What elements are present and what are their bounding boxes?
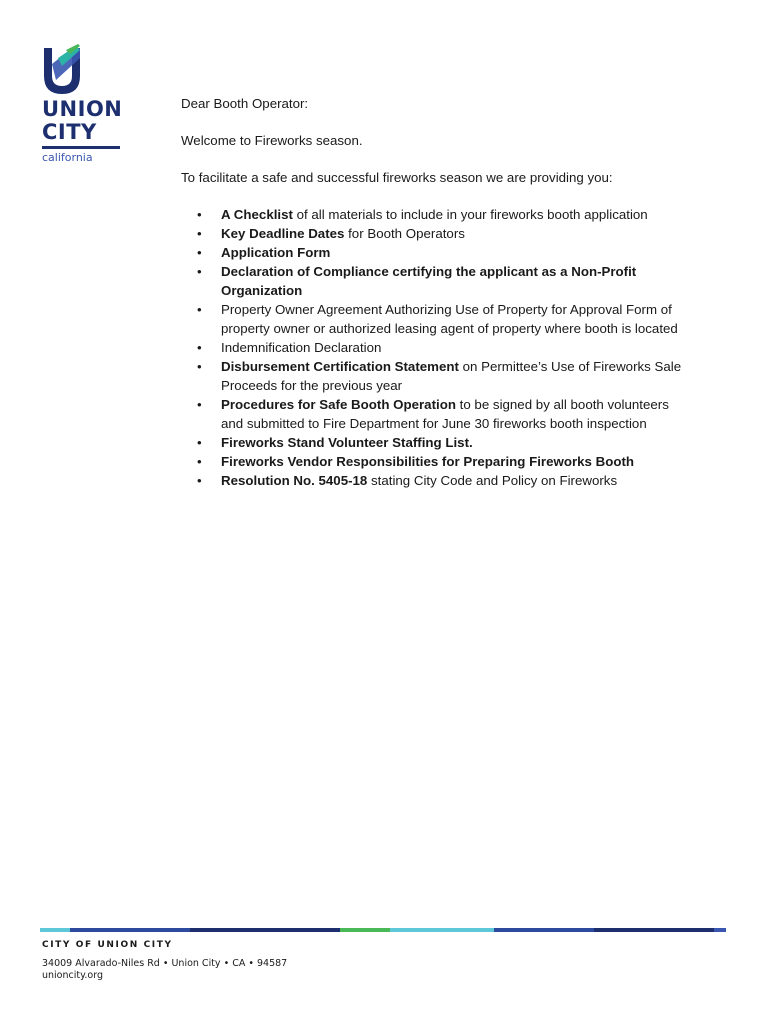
footer-bar-segment [70,928,190,932]
footer-address-block [42,958,287,982]
union-city-u-emblem-icon [42,44,82,96]
intro-line: To facilitate a safe and successful fireworks season we are providing you: [181,170,613,185]
list-item [181,338,691,357]
bullet-icon: • [197,397,202,412]
list-item-bold: Fireworks Stand Volunteer Staffing List. [221,435,473,450]
list-item-text: stating City Code and Policy on Fireworks [367,473,618,488]
list-item-text: to be signed by all booth volunteers and submitted to Fire Department for June 30 fireworks booth inspection [221,397,669,431]
bullet-icon: • [197,359,202,374]
footer-address: 34009 Alvarado-Niles Rd • Union City • CA • 94587 [42,958,288,969]
list-item-bold: Fireworks Vendor Responsibilities for Preparing Fireworks Booth [221,454,635,469]
list-item [181,357,691,395]
list-item-text: for Booth Operators [344,226,465,241]
footer-title: CITY OF UNION CITY [42,940,173,950]
list-item-bold: Resolution No. 5405-18 [221,473,368,488]
footer-bar-segment [40,928,70,932]
list-item-text: on Permittee’s Use of Fireworks Sale Proceeds for the previous year [221,359,682,393]
bullet-icon: • [197,207,202,222]
bullet-icon: • [197,245,202,260]
footer-website: unioncity.org [42,970,103,981]
list-item [181,262,691,300]
footer-bar-segment [714,928,726,932]
footer-bar-segment [390,928,494,932]
salutation: Dear Booth Operator: [181,96,309,111]
bullet-icon: • [197,302,202,317]
list-item-bold: Key Deadline Dates [221,226,345,241]
list-item-bold: Disbursement Certification Statement [221,359,459,374]
list-item [181,471,691,490]
list-item [181,433,691,452]
list-item-bold: Procedures for Safe Booth Operation [221,397,456,412]
list-item-bold: A Checklist [221,207,293,222]
logo-word-city: CITY [42,120,97,144]
footer-color-bar [40,928,726,932]
list-item [181,395,691,433]
list-item-bold: Declaration of Compliance certifying the applicant as a Non-Profit Organization [221,264,637,298]
footer-bar-segment [340,928,390,932]
union-city-logo [36,44,136,164]
bullet-icon: • [197,226,202,241]
footer-bar-segment [190,928,340,932]
welcome-line: Welcome to Fireworks season. [181,133,363,148]
logo-subtitle: california [42,151,93,164]
list-item [181,300,691,338]
list-item [181,224,691,243]
logo-divider [42,146,120,149]
list-item-text: Indemnification Declaration [221,340,382,355]
bullet-icon: • [197,340,202,355]
list-item [181,452,691,471]
footer-bar-segment [594,928,714,932]
list-item-text: Property Owner Agreement Authorizing Use of Property for Approval Form of property owner or authorized leasing agent of property where booth is located [221,302,678,336]
bullet-icon: • [197,473,202,488]
logo-word-union: UNION [42,97,123,121]
bullet-icon: • [197,454,202,469]
list-item-bold: Application Form [221,245,331,260]
list-item [181,243,691,262]
letter-body [181,94,691,490]
footer-bar-segment [494,928,594,932]
bullet-icon: • [197,435,202,450]
list-item [181,205,691,224]
materials-list [181,205,691,490]
bullet-icon: • [197,264,202,279]
list-item-text: of all materials to include in your fireworks booth application [292,207,648,222]
